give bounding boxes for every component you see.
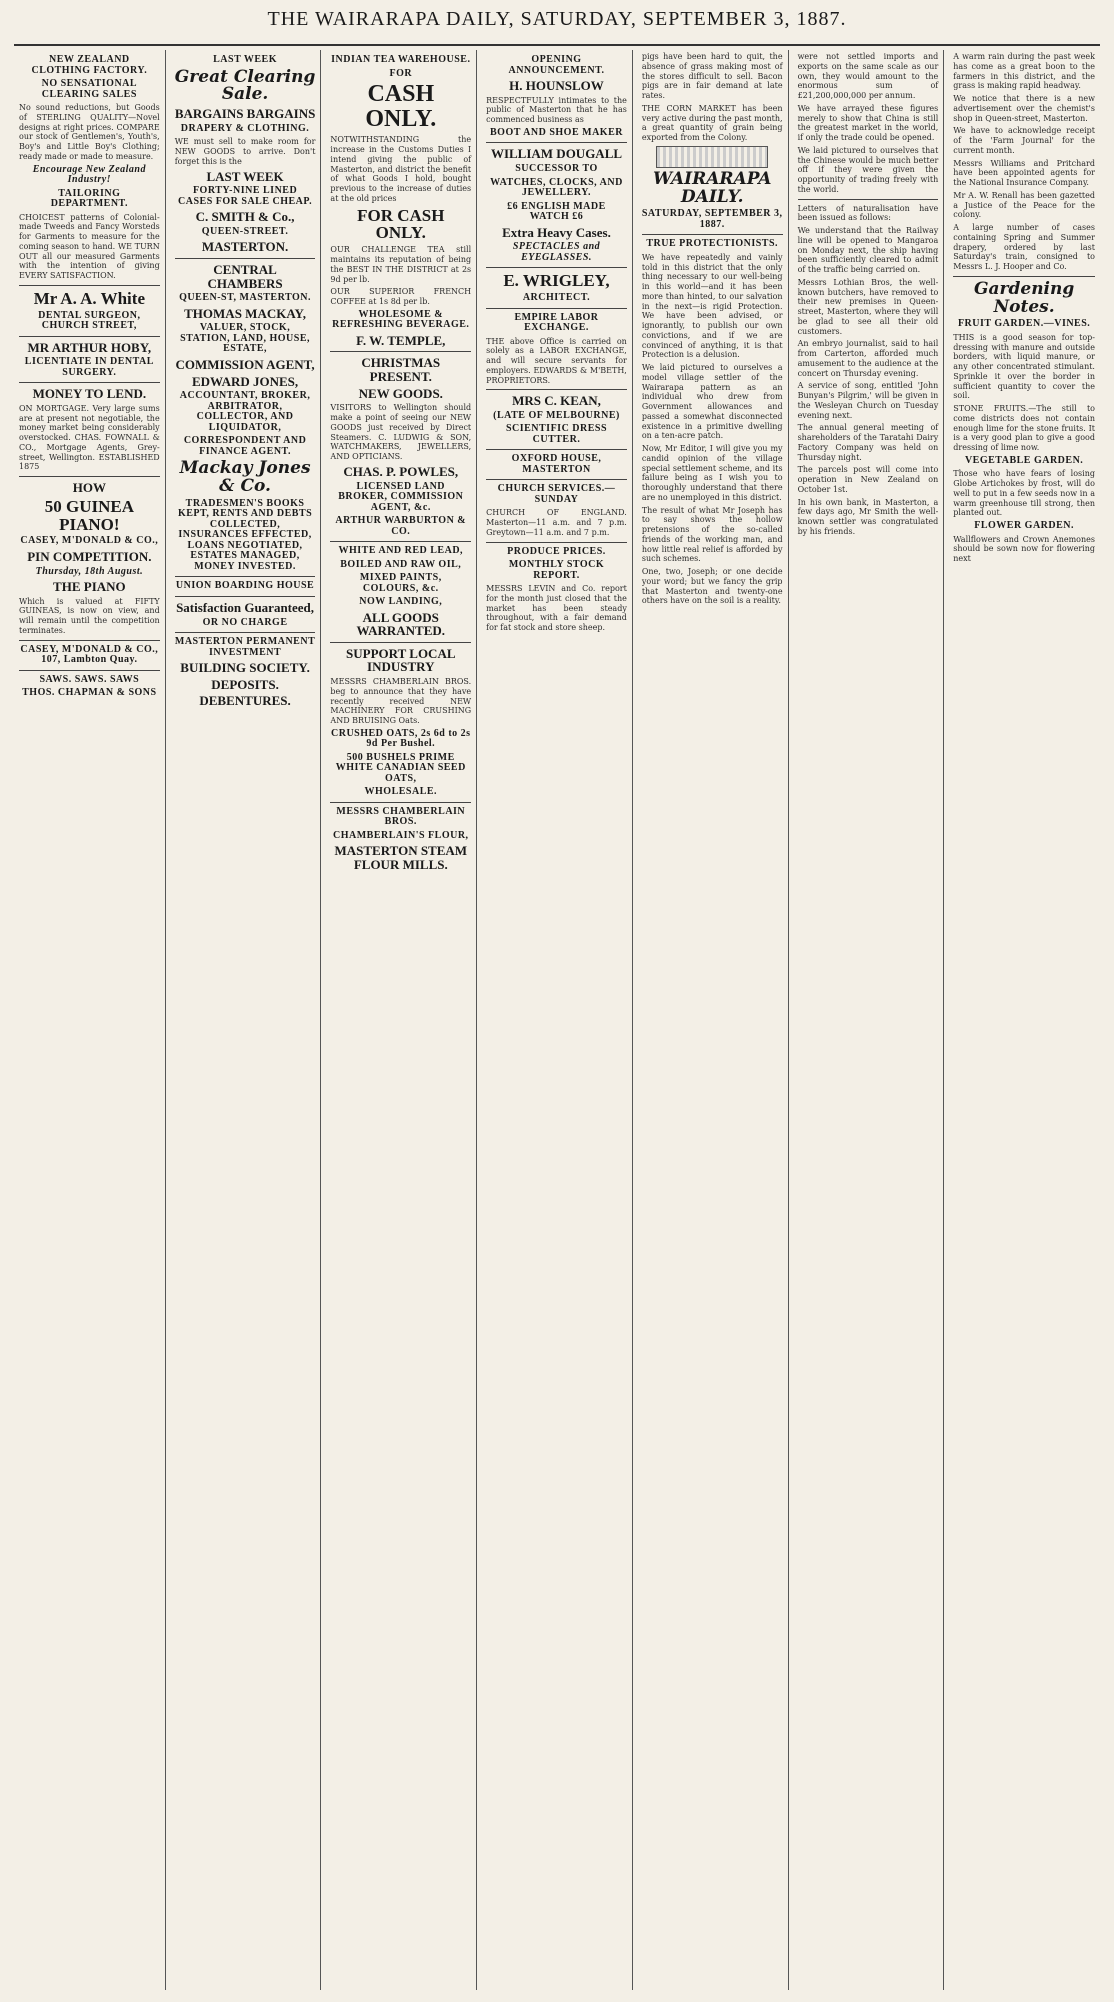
ad-heading: ARTHUR WARBURTON & CO. — [335, 515, 467, 537]
ad-subheading: £6 ENGLISH MADE WATCH £6 — [507, 200, 606, 223]
article-text: Now, Mr Editor, I will give you my candid opinion of the village special settlement scheme, and its failure being as I wish you to thoroughly understand that there are no unemployed in this district. — [641, 444, 783, 502]
ad-subheading: CORRESPONDENT AND FINANCE AGENT. — [183, 435, 307, 457]
ad-heading: CENTRAL CHAMBERS — [207, 262, 283, 291]
ad-text: THE above Office is carried on solely as a LABOR EXCHANGE, and will secure servants for employers. EDWARDS & M'BETH, PROPRIETORS. — [486, 336, 627, 385]
ad-heading: THE PIANO — [53, 579, 126, 595]
article-text: STONE FRUITS.—The still to come districts does not contain enough lime for the stone fruits. It is a very good plan to give a good dressing of lime now. — [953, 404, 1095, 453]
ad-text: MESSRS CHAMBERLAIN BROS. beg to announce that they have recently received NEW MACHINERY FOR CRUSHING AND BRUISING Oats. — [330, 677, 472, 726]
section-subheading: FLOWER GARDEN. — [974, 520, 1075, 532]
divider — [486, 308, 627, 309]
ad-subheading: FORTY-NINE LINED CASES FOR SALE CHEAP. — [178, 185, 313, 207]
ad-heading: Satisfaction Guaranteed, — [176, 599, 315, 615]
divider — [486, 449, 627, 450]
ad-subheading: QUEEN-STREET. — [201, 225, 289, 237]
ad-subheading: OR NO CHARGE — [202, 616, 288, 628]
ad-heading: WHITE AND RED LEAD, — [338, 545, 464, 557]
ad-subheading: WHOLESOME & REFRESHING BEVERAGE. — [332, 308, 470, 331]
ad-subheading: SPECTACLES and EYEGLASSES. — [512, 241, 601, 263]
ad-heading: THOS. CHAPMAN & SONS — [22, 687, 157, 699]
ad-heading: OXFORD HOUSE, MASTERTON — [511, 453, 602, 475]
column-2 — [170, 50, 322, 1990]
article-text: were not settled imports and exports on the same scale as our own, they would amount to the enormous sum of £21,200,000,000 per annum. — [797, 52, 939, 100]
column-3 — [325, 50, 477, 1990]
divider — [330, 642, 471, 643]
ad-heading: MESSRS CHAMBERLAIN BROS. — [336, 805, 466, 828]
ad-heading: BOILED AND RAW OIL, — [340, 558, 462, 570]
ad-heading: C. SMITH & Co., — [195, 209, 295, 225]
ad-heading: INDIAN TEA WAREHOUSE. — [331, 54, 471, 65]
ad-heading: MASTERTON PERMANENT INVESTMENT — [174, 636, 316, 658]
divider — [486, 389, 627, 390]
ad-heading: UNION BOARDING HOUSE — [175, 580, 315, 592]
article-text: The parcels post will come into operation in New Zealand on October 1st. — [797, 465, 939, 494]
ad-heading: WILLIAM DOUGALL — [490, 146, 623, 162]
ad-subheading: ACCOUNTANT, BROKER, ARBITRATOR, COLLECTOR, AND LIQUIDATOR, — [179, 390, 311, 433]
article-text: An embryo journalist, said to hail from Carterton, afforded much amusement to the audience at the concert on Thursday evening. — [797, 339, 939, 378]
ad-text: WE must sell to make room for NEW GOODS to arrive. Don't forget this is the — [174, 137, 316, 166]
ad-text: OUR SUPERIOR FRENCH COFFEE at 1s 8d per lb. — [330, 287, 472, 307]
ad-heading: LAST WEEK — [213, 54, 277, 65]
masthead — [14, 8, 1100, 46]
column-4 — [481, 50, 633, 1990]
ad-subheading: SCIENTIFIC DRESS CUTTER. — [505, 423, 608, 445]
article-text: The result of what Mr Joseph has to say shows the hollow pretensions of the so-called friends of the working man, and how little real relief is afforded by such schemes. — [641, 505, 783, 564]
masthead-ornament — [656, 146, 769, 168]
editorial-title: TRUE PROTECTIONISTS. — [646, 238, 779, 250]
divider — [175, 258, 316, 259]
ad-subheading: CASEY, M'DONALD & CO., — [20, 535, 159, 547]
column-1 — [14, 50, 166, 1990]
ad-heading: Mr A. A. White — [33, 288, 145, 308]
ad-heading: BARGAINS BARGAINS — [174, 106, 316, 122]
ad-heading: EDWARD JONES, — [191, 373, 299, 389]
ad-text: VISITORS to Wellington should make a point of seeing our NEW GOODS just received by Direct Steamers. C. LUDWIG & SON, WATCHMAKERS, JEWELLERS, AND OPTICIANS. — [330, 403, 472, 462]
ad-subheading: NO SENSATIONAL CLEARING SALES — [41, 78, 138, 100]
article-text: We have arrayed these figures merely to show that China is still the greatest market in the world, if only the trade could be opened. — [797, 103, 939, 142]
ad-text: OUR CHALLENGE TEA still maintains its reputation of being the BEST IN THE DISTRICT at 2s 9d per lb. — [330, 245, 472, 284]
ad-subheading: QUEEN-ST, MASTERTON. — [179, 292, 311, 304]
ad-heading: MASTERTON. — [201, 239, 289, 255]
divider — [953, 276, 1095, 277]
article-text: Mr A. W. Renall has been gazetted a Justice of the Peace for the colony. — [953, 190, 1095, 220]
divider — [19, 336, 160, 337]
article-text: Messrs Lothian Bros, the well-known butchers, have removed to their new premises in Queen-street, Masterton, where they will be glad to see all their old customers. — [797, 277, 939, 336]
ad-heading: NEW ZEALAND CLOTHING FACTORY. — [31, 54, 148, 76]
ad-text: ON MORTGAGE. Very large sums are at present not negotiable, the money market being considerably overstocked. CHAS. FOWNALL & CO., Mortgage Agents, Grey-street, Wellington. ESTABLISHED 1875 — [19, 403, 160, 472]
ad-subheading: CRUSHED OATS, 2s 6d to 2s 9d Per Bushel. — [331, 727, 471, 750]
article-text: pigs have been hard to quit, the absence of grass making most of the stores difficult to sell. Bacon pigs are in fair demand at late rates. — [641, 52, 783, 100]
ad-heading: CHRISTMAS PRESENT. — [361, 355, 441, 385]
article-text: Messrs Williams and Pritchard have been appointed agents for the National Insurance Company. — [953, 158, 1095, 187]
article-text: Letters of naturalisation have been issued as follows: — [797, 203, 939, 223]
divider — [486, 267, 627, 268]
ad-heading: E. WRIGLEY, — [503, 271, 610, 291]
ad-heading: MONEY TO LEND. — [32, 386, 147, 402]
article-text: Those who have fears of losing Globe Artichokes by frost, will do well to put in a few seeds now in a warm greenhouse till strong, then planted out. — [953, 469, 1095, 518]
divider — [175, 632, 316, 633]
ad-subheading: WHOLESALE. — [364, 786, 438, 798]
ad-heading: EMPIRE LABOR EXCHANGE. — [514, 311, 599, 334]
ad-heading: DEBENTURES. — [199, 693, 291, 709]
column-5 — [637, 50, 789, 1990]
article-text: We laid pictured to ourselves a model village settler of the Wairarapa pattern as an individual who drew from Government allowances and passed a somewhat disconnected existence in a primitive dwelling on a ten-acre patch. — [641, 363, 783, 441]
ad-heading: CASH ONLY. — [365, 81, 437, 133]
ad-heading: Mackay Jones & Co. — [179, 458, 311, 497]
ad-heading: SUPPORT LOCAL INDUSTRY — [346, 645, 456, 675]
ad-heading: Encourage New Zealand Industry! — [32, 163, 146, 185]
section-subheading: VEGETABLE GARDEN. — [964, 454, 1084, 466]
ad-text: RESPECTFULLY intimates to the public of Masterton that he has commenced business as — [486, 95, 627, 125]
ad-subheading: FOR — [389, 67, 413, 79]
ad-heading: CHAS. P. POWLES, — [343, 463, 459, 479]
divider — [19, 640, 160, 641]
ad-subheading: DENTAL SURGEON, CHURCH STREET, — [38, 309, 141, 332]
ad-heading: SAWS. SAWS. SAWS — [39, 673, 140, 685]
ad-heading: CHAMBERLAIN'S FLOUR, — [332, 829, 469, 841]
ad-heading: COMMISSION AGENT, — [175, 356, 315, 372]
article-text: A service of song, entitled 'John Bunyan's Pilgrim,' will be given in the Wesleyan Church on Tuesday evening next. — [797, 381, 939, 420]
editorial-date: SATURDAY, SEPTEMBER 3, 1887. — [641, 208, 783, 230]
article-text: We understand that the Railway line will be opened to Mangaroa on Monday next, the ship having been sufficiently cleared to admit of the traffic being carried on. — [797, 226, 939, 274]
divider — [330, 541, 471, 542]
ad-subheading: LICENTIATE IN DENTAL SURGERY. — [24, 356, 154, 378]
divider — [19, 670, 160, 671]
ad-text: Which is valued at FIFTY GUINEAS, is now on view, and will remain until the competition terminates. — [19, 596, 160, 635]
divider — [175, 596, 316, 597]
ad-heading: H. HOUNSLOW — [509, 78, 604, 93]
divider — [19, 476, 160, 477]
masthead-title: THE WAIRARAPA DAILY, SATURDAY, SEPTEMBER 3, 1887. — [267, 8, 847, 30]
article-text: Wallflowers and Crown Anemones should be sown now for flowering next — [953, 534, 1095, 564]
ad-heading: NOW LANDING, — [359, 596, 443, 608]
ad-heading: F. W. TEMPLE, — [356, 332, 446, 348]
section-subheading: FRUIT GARDEN.—VINES. — [957, 318, 1091, 330]
ad-subheading: BOOT AND SHOE MAKER — [490, 126, 623, 138]
article-text: In his own bank, in Masterton, a few days ago, Mr Smith the well-known settler was congratulated by his friends. — [797, 497, 939, 536]
ad-subheading: VALUER, STOCK, STATION, LAND, HOUSE, ESTATE, — [180, 322, 310, 355]
divider — [486, 142, 627, 143]
ad-heading: Great Clearing Sale. — [174, 66, 316, 105]
ad-subheading: LICENSED LAND BROKER, COMMISSION AGENT, &c. — [338, 480, 464, 513]
editorial-masthead: WAIRARAPA DAILY. — [652, 168, 772, 207]
section-heading: MONTHLY STOCK REPORT. — [508, 559, 605, 581]
article-text: A warm rain during the past week has come as a great boon to the farmers in this district, and the grass is making rapid headway. — [953, 52, 1095, 91]
ad-heading: LAST WEEK — [206, 168, 284, 184]
ad-heading: MASTERTON STEAM FLOUR MILLS. — [334, 843, 468, 872]
section-heading: Gardening Notes. — [974, 278, 1075, 317]
divider — [19, 285, 160, 286]
ad-heading: MRS C. KEAN, — [512, 393, 601, 409]
page-columns — [14, 50, 1100, 1990]
article-text: We have to acknowledge receipt of the 'Farm Journal' for the current month. — [953, 126, 1095, 155]
article-text: One, two, Joseph; or one decide your word; but we fancy the grip that Masterton and twenty-one others have on the soil is a reality. — [641, 567, 783, 606]
ad-subheading: (LATE OF MELBOURNE) — [493, 409, 620, 421]
article-text: A large number of cases containing Spring and Summer drapery, ordered by last Saturday's train, consigned to Messrs L. J. Hooper and Co. — [953, 223, 1095, 271]
ad-subheading: DRAPERY & CLOTHING. — [180, 122, 310, 134]
ad-heading: THOMAS MACKAY, — [184, 305, 306, 321]
ad-subheading: TRADESMEN'S BOOKS KEPT, RENTS AND DEBTS COLLECTED, INSURANCES EFFECTED, LOANS NEGOTIATED, ESTATES MANAGED, MONEY INVESTED. — [177, 497, 313, 572]
article-text: THIS is a good season for top-dressing with manure and outside borders, with liquid manure, or any other concentrated stimulant. Sprinkle it over the border in sufficient quantity to cover the soil. — [953, 332, 1095, 401]
ad-text: CHOICEST patterns of Colonial-made Tweeds and Fancy Worsteds for Garments to measure for the coming season to hand. WE TURN OUT all our measured Garments with the intention of giving EVERY SATISFACTION. — [19, 212, 160, 280]
section-heading: PRODUCE PRICES. — [507, 545, 606, 557]
ad-heading: FOR CASH ONLY. — [357, 205, 445, 243]
divider — [19, 382, 160, 383]
divider — [330, 351, 471, 352]
ad-subheading: Thursday, 18th August. — [35, 565, 144, 577]
article-text: The annual general meeting of shareholders of the Taratahi Dairy Factory Company was held on Thursday night. — [797, 423, 939, 462]
divider — [486, 542, 627, 543]
ad-subheading: WATCHES, CLOCKS, AND JEWELLERY. — [490, 176, 623, 199]
ad-heading: OPENING ANNOUNCEMENT. — [508, 54, 605, 76]
column-7 — [948, 50, 1100, 1990]
article-text: MESSRS LEVIN and Co. report for the month just closed that the market has been steady throughout, with a fair demand for fat stock and store sheep. — [486, 584, 627, 633]
divider — [330, 802, 471, 803]
divider — [798, 199, 939, 200]
ad-subheading: 500 BUSHELS PRIME WHITE CANADIAN SEED OATS, — [335, 751, 466, 784]
ad-heading: PIN COMPETITION. — [27, 548, 152, 564]
ad-heading: MR ARTHUR HOBY, — [27, 339, 152, 355]
ad-heading: MIXED PAINTS, COLOURS, &c. — [359, 572, 442, 594]
column-6 — [793, 50, 945, 1990]
ad-text: CHURCH OF ENGLAND. Masterton—11 a.m. and 7 p.m. Greytown—11 a.m. and 7 p.m. — [486, 508, 627, 537]
article-text: We notice that there is a new advertisement over the chemist's shop in Queen-street, Masterton. — [953, 94, 1095, 123]
ad-heading: DEPOSITS. — [211, 676, 279, 692]
article-text: THE CORN MARKET has been very active during the past month, a great quantity of grain being exported from the Colony. — [641, 103, 783, 142]
ad-heading: Extra Heavy Cases. — [502, 224, 611, 240]
ad-heading: HOW — [72, 480, 106, 496]
ad-heading: BUILDING SOCIETY. — [180, 660, 310, 676]
ad-heading: 50 GUINEA PIANO! — [44, 496, 134, 534]
ad-subheading: TAILORING DEPARTMENT. — [50, 187, 128, 209]
ad-heading: CHURCH SERVICES.—SUNDAY — [497, 483, 616, 505]
ad-text: No sound reductions, but Goods of STERLING QUALITY—Novel designs at right prices. COMPARE our stock of Gentlemen's, Youth's, Boy's and Little Boy's Clothing; ready made or made to measure. — [19, 103, 160, 161]
article-text: We laid pictured to ourselves that the Chinese would be much better off if they were given the opportunity of trading freely with the world. — [797, 145, 939, 194]
divider — [642, 234, 783, 235]
ad-subheading: SUCCESSOR TO — [515, 163, 598, 175]
ad-subheading: ARCHITECT. — [522, 292, 591, 304]
ad-text: NOTWITHSTANDING the increase in the Customs Duties I intend giving the public of Masterton, and district the benefit of what Goods I hold, bought previous to the increase of duties at the old prices — [330, 135, 472, 203]
divider — [175, 576, 316, 577]
ad-heading: NEW GOODS. — [358, 385, 443, 401]
divider — [486, 479, 627, 480]
ad-heading: CASEY, M'DONALD & CO., 107, Lambton Quay. — [20, 643, 159, 666]
ad-heading: ALL GOODS WARRANTED. — [356, 609, 446, 639]
article-text: We have repeatedly and vainly told in this district that the only thing necessary to our well-being in this world—and it has been more than hinted, to our salvation in the next—is rigid Protection. We have been advised, or ignorantly, to publish our own convictions, and if we are convinced of anything, it is that Protection is a delusion. — [641, 252, 783, 360]
